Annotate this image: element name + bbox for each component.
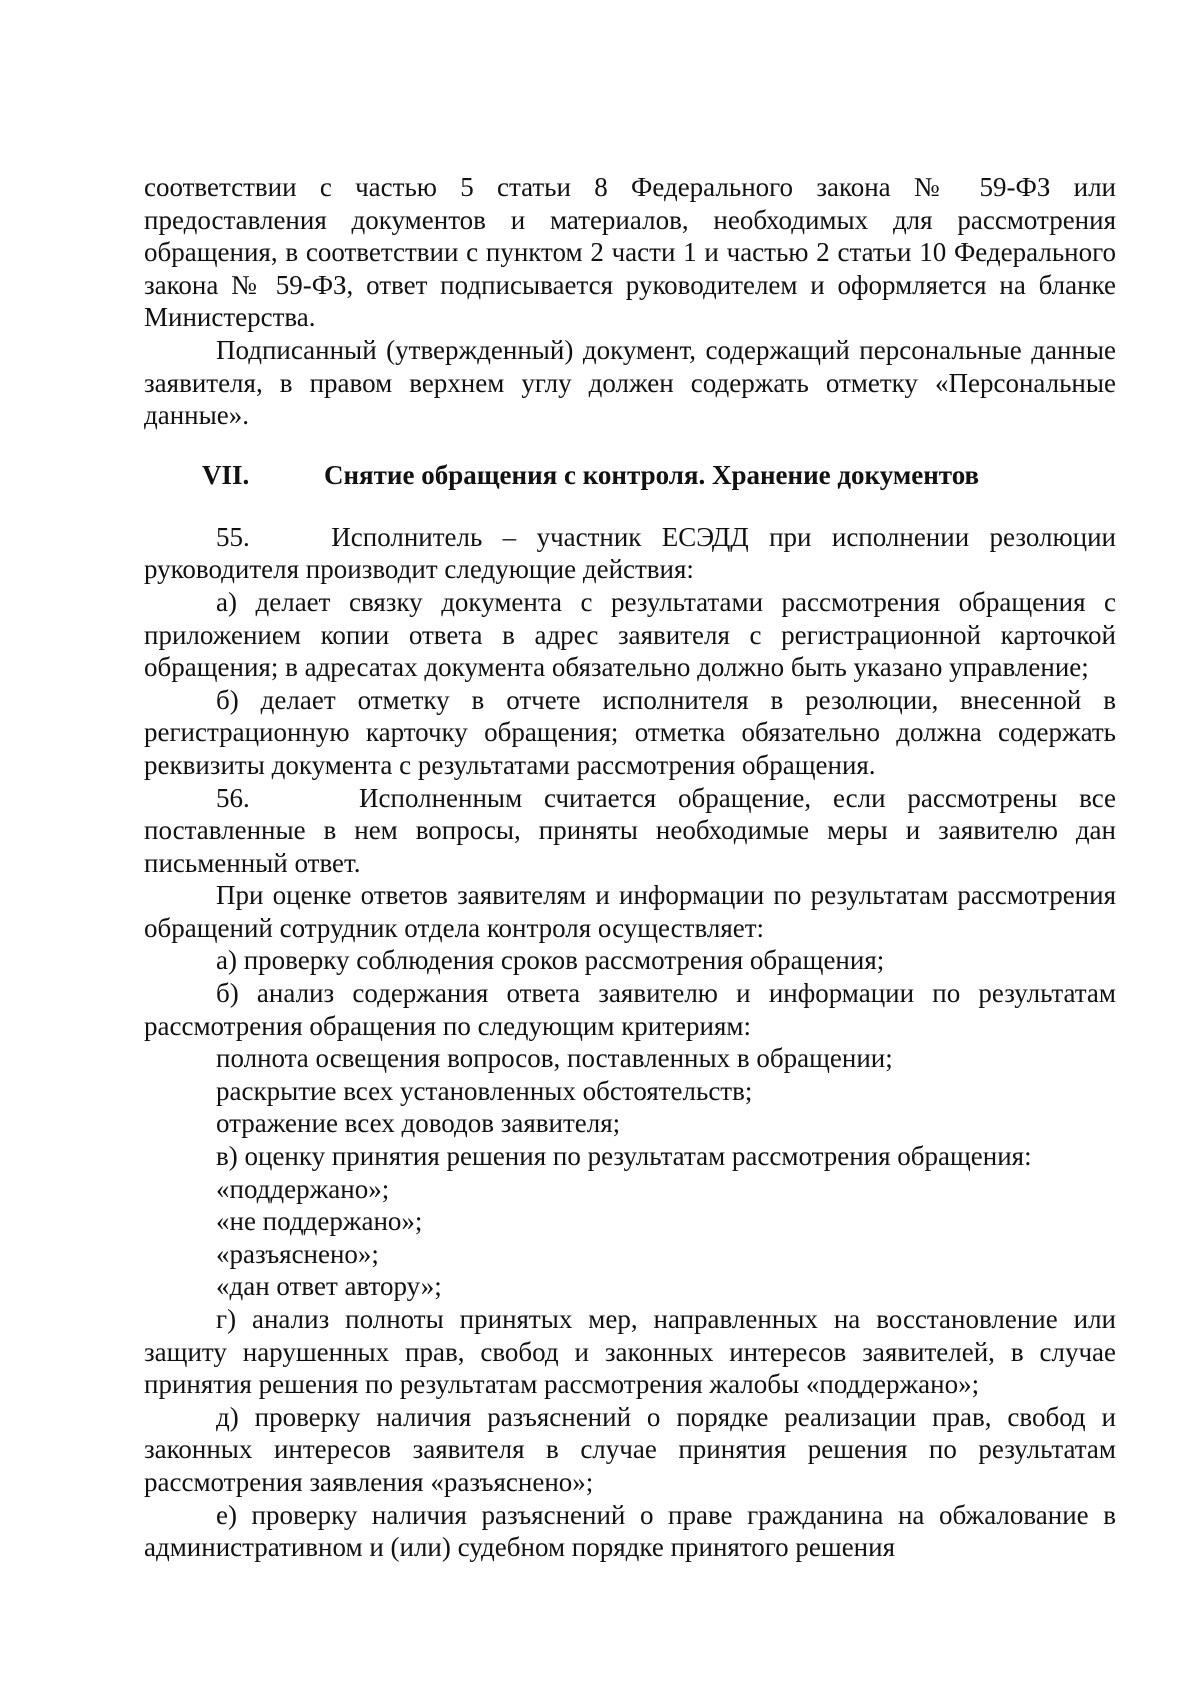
item-55-number: 55. — [216, 521, 250, 552]
section-title: Снятие обращения с контроля. Хранение документов — [324, 459, 980, 490]
evaluation-item-e: е) проверку наличия разъяснений о праве гражданина на обжалование в административном и (или) судебном порядке принятого решения — [144, 1499, 1116, 1563]
item-55 — [144, 521, 1116, 586]
criterion-circumstances: раскрытие всех установленных обстоятельств; — [216, 1075, 753, 1106]
decision-supported: «поддержано»; — [216, 1173, 390, 1204]
evaluation-item-g: г) анализ полноты принятых мер, направленных на восстановление или защиту нарушенных прав, свобод и законных интересов заявителей, в случае принятия решения по результатам рассмотрения жалобы «поддержано»; — [144, 1304, 1116, 1400]
item-55-subitem-a: а) делает связку документа с результатами рассмотрения обращения с приложением копии ответа в адрес заявителя с регистрационной карточкой обращения; в адресатах документа обязательно должно быть указано управление; — [144, 586, 1116, 683]
evaluation-item-d: д) проверку наличия разъяснений о порядке реализации прав, свобод и законных интересов заявителя в случае принятия решения по результатам рассмотрения заявления «разъяснено»; — [144, 1401, 1116, 1497]
section-number: VII. — [202, 459, 250, 490]
criterion-completeness: полнота освещения вопросов, поставленных в обращении; — [216, 1043, 893, 1074]
item-56-number: 56. — [216, 782, 250, 813]
document-body — [144, 171, 1116, 1564]
item-56-text: Исполненным считается обращение, если рассмотрены все поставленные в нем вопросы, приняты необходимые меры и заявителю дан письменный ответ. — [144, 782, 1117, 878]
decision-answered: «дан ответ автору»; — [216, 1271, 442, 1302]
item-55-subitem-b: б) делает отметку в отчете исполнителя в резолюции, внесенной в регистрационную карточку обращения; отметка обязательно должна содержать реквизиты документа с результатами рассмотрения обращения. — [144, 684, 1116, 780]
evaluation-item-b: б) анализ содержания ответа заявителю и информации по результатам рассмотрения обращения по следующим критериям: — [144, 978, 1116, 1041]
criterion-arguments: отражение всех доводов заявителя; — [216, 1108, 621, 1139]
paragraph-continuation: соответствии с частью 5 статьи 8 Федерального закона № 59-ФЗ или предоставления документов и материалов, необходимых для рассмотрения обращения, в соответствии с пунктом 2 части 1 и частью 2 статьи 10 Федерального закона № 59-ФЗ, ответ подписывается руководителем и оформляется на бланке Министерства. — [144, 172, 1116, 333]
item-55-text: Исполнитель – участник ЕСЭДД при исполнении резолюции руководителя производит следующие действия: — [144, 521, 1116, 585]
item-56 — [144, 782, 1116, 880]
evaluation-intro: При оценке ответов заявителям и информации по результатам рассмотрения обращений сотрудник отдела контроля осуществляет: — [144, 880, 1116, 943]
evaluation-item-a: а) проверку соблюдения сроков рассмотрения обращения; — [216, 945, 885, 976]
section-heading — [144, 459, 1116, 492]
evaluation-item-v: в) оценку принятия решения по результатам рассмотрения обращения: — [216, 1141, 1032, 1172]
decision-explained: «разъяснено»; — [216, 1238, 379, 1269]
paragraph-signed-document: Подписанный (утвержденный) документ, содержащий персональные данные заявителя, в правом верхнем углу должен содержать отметку «Персональные данные». — [144, 334, 1116, 431]
decision-not-supported: «не поддержано»; — [216, 1206, 423, 1237]
